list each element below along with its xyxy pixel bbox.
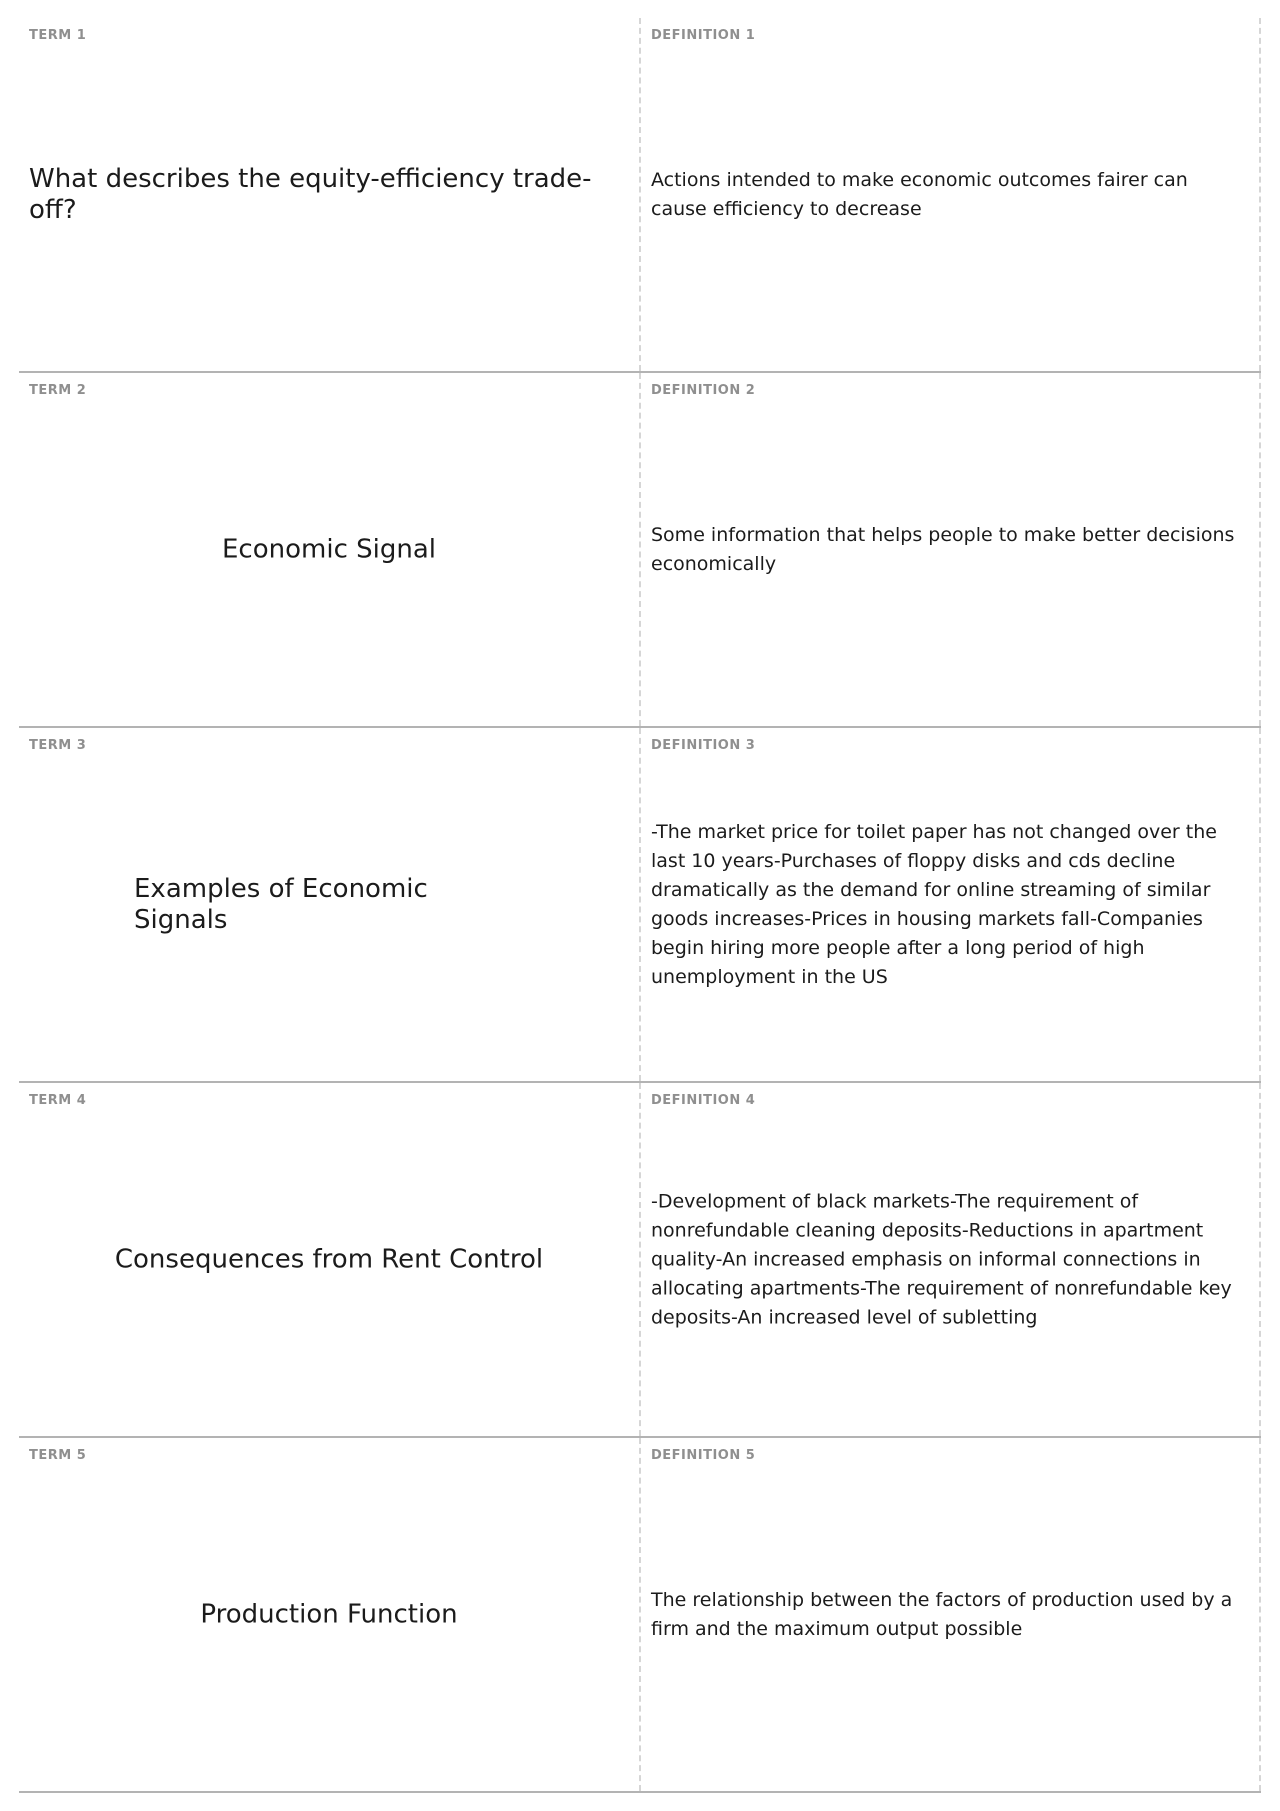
flashcard-sheet bbox=[19, 18, 1261, 1793]
definition-label: DEFINITION 3 bbox=[651, 738, 756, 753]
definition-label: DEFINITION 2 bbox=[651, 383, 756, 398]
definition-text: -Development of black markets-The requirement of nonrefundable cleaning deposits-Reductions in apartment quality-An increased emphasis on informal connections in allocating apartments-The requirement of nonrefundable key deposits-An increased level of subletting bbox=[651, 1190, 1232, 1328]
term-cell bbox=[19, 728, 641, 1081]
definition-label: DEFINITION 4 bbox=[651, 1093, 756, 1108]
definition-text: Actions intended to make economic outcomes fairer can cause efficiency to decrease bbox=[651, 168, 1188, 220]
definition-text: Some information that helps people to make better decisions economically bbox=[651, 523, 1235, 575]
term-label: TERM 1 bbox=[29, 28, 87, 43]
flashcard-row-5 bbox=[19, 1438, 1261, 1793]
term-label: TERM 5 bbox=[29, 1448, 87, 1463]
definition-label: DEFINITION 1 bbox=[651, 28, 756, 43]
term-text: Consequences from Rent Control bbox=[114, 1244, 544, 1274]
flashcard-row-2 bbox=[19, 373, 1261, 728]
term-cell bbox=[19, 18, 641, 371]
term-text: Examples of Economic Signals bbox=[134, 873, 428, 935]
term-label: TERM 3 bbox=[29, 738, 87, 753]
definition-cell bbox=[641, 373, 1261, 726]
flashcard-row-3 bbox=[19, 728, 1261, 1083]
definition-text: The relationship between the factors of production used by a firm and the maximum output possible bbox=[651, 1588, 1233, 1640]
definition-cell bbox=[641, 1438, 1261, 1791]
term-text: Production Function bbox=[200, 1599, 458, 1629]
term-cell bbox=[19, 373, 641, 726]
term-text: What describes the equity-efficiency trade-off? bbox=[29, 163, 592, 225]
term-cell bbox=[19, 1083, 641, 1436]
definition-label: DEFINITION 5 bbox=[651, 1448, 756, 1463]
term-text: Economic Signal bbox=[222, 534, 436, 564]
term-label: TERM 4 bbox=[29, 1093, 87, 1108]
flashcard-row-1 bbox=[19, 18, 1261, 373]
definition-cell bbox=[641, 728, 1261, 1081]
definition-text: -The market price for toilet paper has not changed over the last 10 years-Purchases of floppy disks and cds decline dramatically as the demand for online streaming of similar goods increases-Prices in housing markets fall-Companies begin hiring more people after a long period of high unemployment in the US bbox=[651, 820, 1217, 988]
term-label: TERM 2 bbox=[29, 383, 87, 398]
definition-cell bbox=[641, 18, 1261, 371]
definition-cell bbox=[641, 1083, 1261, 1436]
term-cell bbox=[19, 1438, 641, 1791]
flashcard-row-4 bbox=[19, 1083, 1261, 1438]
